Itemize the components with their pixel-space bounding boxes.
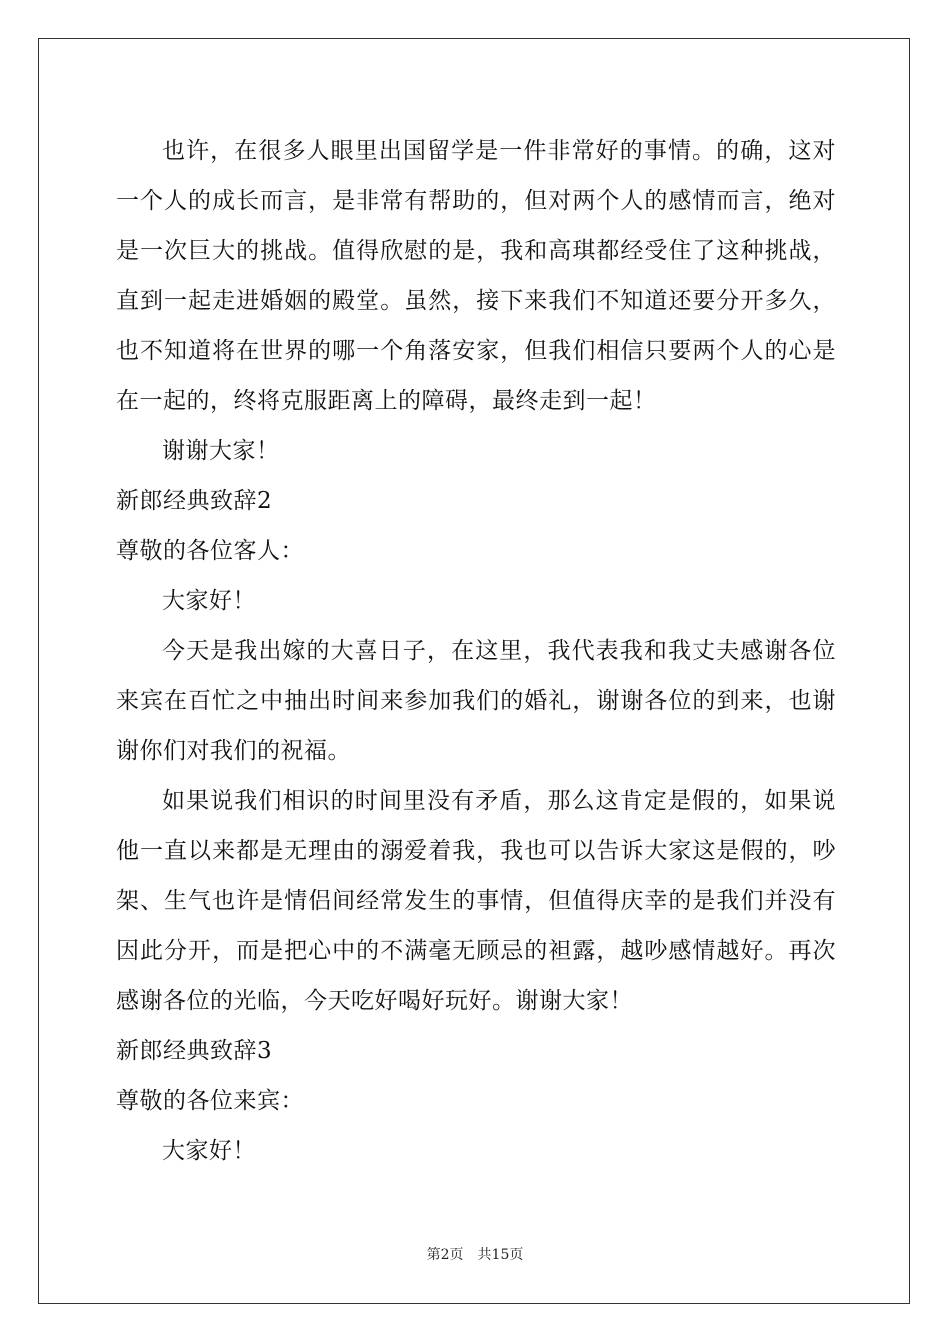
document-body [116, 126, 836, 1176]
paragraph-study-abroad: 也许，在很多人眼里出国留学是一件非常好的事情。的确，这对一个人的成长而言，是非常有帮助的，但对两个人的感情而言，绝对是一次巨大的挑战。值得欣慰的是，我和高琪都经受住了这种挑战，直到一起走进婚姻的殿堂。虽然，接下来我们不知道还要分开多久，也不知道将在世界的哪一个角落安家，但我们相信只要两个人的心是在一起的，终将克服距离上的障碍，最终走到一起！ [116, 138, 836, 414]
paragraph-wedding-day: 今天是我出嫁的大喜日子，在这里，我代表我和我丈夫感谢各位来宾在百忙之中抽出时间来参加我们的婚礼，谢谢各位的到来，也谢谢你们对我们的祝福。 [116, 638, 836, 764]
paragraph-thanks-1: 谢谢大家！ [162, 438, 280, 464]
page-total: 共15页 [477, 1247, 524, 1263]
greeting-hello-1: 大家好！ [162, 588, 256, 614]
page-number: 第2页 [426, 1247, 464, 1263]
salutation-guests: 尊敬的各位客人： [116, 538, 304, 564]
salutation-visitors: 尊敬的各位来宾： [116, 1088, 304, 1114]
greeting-hello-2: 大家好！ [162, 1138, 256, 1164]
section-heading-2: 新郎经典致辞2 [116, 488, 273, 514]
paragraph-relationship: 如果说我们相识的时间里没有矛盾，那么这肯定是假的，如果说他一直以来都是无理由的溺爱着我，我也可以告诉大家这是假的，吵架、生气也许是情侣间经常发生的事情，但值得庆幸的是我们并没有因此分开，而是把心中的不满毫无顾忌的袒露，越吵感情越好。再次感谢各位的光临，今天吃好喝好玩好。谢谢大家！ [116, 788, 836, 1014]
section-heading-3: 新郎经典致辞3 [116, 1038, 273, 1064]
page-footer [0, 1246, 950, 1264]
